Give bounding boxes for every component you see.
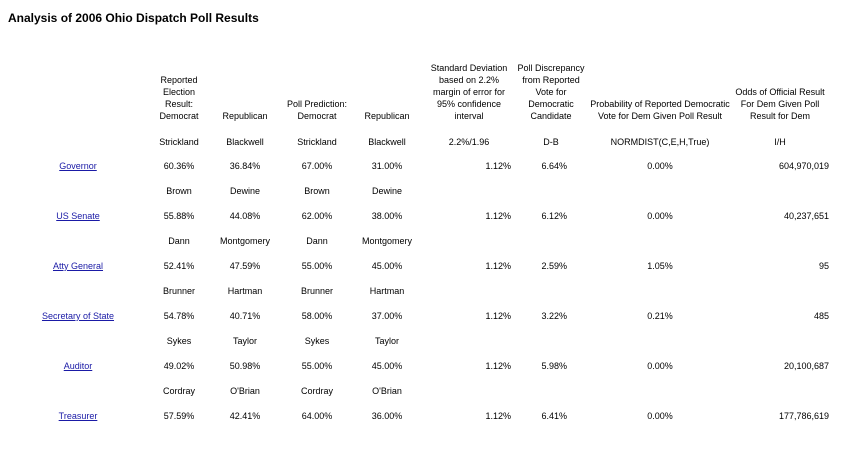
- candidate-name-cell: Cordray: [162, 386, 195, 396]
- candidate-name-cell: O'Brian: [230, 386, 260, 396]
- candidate-name-cell: Brown: [166, 186, 192, 196]
- office-link[interactable]: Secretary of State: [41, 311, 115, 321]
- candidate-name-cell: Dann: [306, 236, 328, 246]
- discrepancy-cell: 6.64%: [541, 161, 567, 171]
- reported-rep-cell: 50.98%: [229, 361, 261, 371]
- reported-rep-cell: 44.08%: [229, 211, 261, 221]
- std-dev-cell: 1.12%: [485, 211, 511, 221]
- poll-rep-cell: 36.00%: [371, 411, 403, 421]
- reported-dem-cell: 54.78%: [163, 311, 195, 321]
- reported-dem-cell: 49.02%: [163, 361, 195, 371]
- poll-rep-cell: 37.00%: [371, 311, 403, 321]
- reported-rep-cell: 40.71%: [229, 311, 261, 321]
- poll-dem-cell: 58.00%: [301, 311, 333, 321]
- candidate-name-cell: Montgomery: [219, 236, 271, 246]
- reported-dem-cell: 60.36%: [163, 161, 195, 171]
- std-dev-cell: 1.12%: [485, 261, 511, 271]
- std-dev-cell: 1.12%: [485, 161, 511, 171]
- poll-rep-cell: 38.00%: [371, 211, 403, 221]
- reported-dem-cell: 55.88%: [163, 211, 195, 221]
- odds-cell: 95: [818, 261, 829, 271]
- discrepancy-cell: 2.59%: [541, 261, 567, 271]
- formula-cell: Strickland: [297, 137, 337, 147]
- page-title: Analysis of 2006 Ohio Dispatch Poll Results: [8, 11, 259, 25]
- formula-cell: Strickland: [159, 137, 199, 147]
- odds-cell: 40,237,651: [783, 211, 829, 221]
- candidate-name-cell: Montgomery: [361, 236, 413, 246]
- candidate-name-cell: Hartman: [369, 286, 405, 296]
- candidate-name-cell: O'Brian: [372, 386, 402, 396]
- reported-rep-cell: 36.84%: [229, 161, 261, 171]
- formula-cell: NORMDIST(C,E,H,True): [610, 137, 710, 147]
- formula-cell: 2.2%/1.96: [448, 137, 490, 147]
- candidate-name-cell: Dewine: [229, 186, 260, 196]
- candidate-name-cell: Dann: [168, 236, 190, 246]
- discrepancy-cell: 3.22%: [541, 311, 567, 321]
- poll-dem-cell: 55.00%: [301, 261, 333, 271]
- candidate-name-cell: Cordray: [300, 386, 333, 396]
- reported-rep-cell: 42.41%: [229, 411, 261, 421]
- candidate-name-cell: Taylor: [374, 336, 399, 346]
- discrepancy-cell: 6.12%: [541, 211, 567, 221]
- discrepancy-cell: 6.41%: [541, 411, 567, 421]
- std-dev-cell: 1.12%: [485, 411, 511, 421]
- header-poll-dem: Poll Prediction: Democrat: [286, 99, 348, 121]
- odds-cell: 485: [813, 311, 829, 321]
- header-reported-dem: Reported Election Result: Democrat: [159, 75, 199, 121]
- probability-cell: 0.00%: [647, 211, 673, 221]
- header-probability: Probability of Reported Democratic Vote for Dem Given Poll Result: [590, 99, 730, 121]
- formula-cell: Blackwell: [226, 137, 264, 147]
- reported-rep-cell: 47.59%: [229, 261, 261, 271]
- probability-cell: 0.00%: [647, 161, 673, 171]
- candidate-name-cell: Brown: [304, 186, 330, 196]
- reported-dem-cell: 57.59%: [163, 411, 195, 421]
- candidate-name-cell: Hartman: [227, 286, 263, 296]
- probability-cell: 0.00%: [647, 411, 673, 421]
- odds-cell: 177,786,619: [778, 411, 829, 421]
- candidate-name-cell: Brunner: [162, 286, 196, 296]
- std-dev-cell: 1.12%: [485, 361, 511, 371]
- office-link[interactable]: Atty General: [52, 261, 104, 271]
- header-poll-discrepancy: Poll Discrepancy from Reported Vote for Democratic Candidate: [517, 63, 585, 121]
- reported-dem-cell: 52.41%: [163, 261, 195, 271]
- candidate-name-cell: Sykes: [304, 336, 330, 346]
- header-odds: Odds of Official Result For Dem Given Poll Result for Dem: [735, 87, 825, 121]
- formula-cell: D-B: [543, 137, 559, 147]
- candidate-name-cell: Dewine: [371, 186, 402, 196]
- odds-cell: 20,100,687: [783, 361, 829, 371]
- candidate-name-cell: Brunner: [300, 286, 334, 296]
- formula-cell: Blackwell: [368, 137, 406, 147]
- office-link[interactable]: Governor: [59, 161, 97, 171]
- header-reported-rep: Republican: [222, 111, 268, 121]
- candidate-name-cell: Sykes: [166, 336, 192, 346]
- discrepancy-cell: 5.98%: [541, 361, 567, 371]
- odds-cell: 604,970,019: [778, 161, 829, 171]
- poll-dem-cell: 62.00%: [301, 211, 333, 221]
- header-poll-rep: Republican: [364, 111, 410, 121]
- probability-cell: 1.05%: [647, 261, 673, 271]
- poll-dem-cell: 55.00%: [301, 361, 333, 371]
- office-link[interactable]: US Senate: [56, 211, 100, 221]
- office-link[interactable]: Auditor: [63, 361, 93, 371]
- probability-cell: 0.21%: [647, 311, 673, 321]
- probability-cell: 0.00%: [647, 361, 673, 371]
- poll-rep-cell: 45.00%: [371, 361, 403, 371]
- office-link[interactable]: Treasurer: [58, 411, 98, 421]
- poll-dem-cell: 64.00%: [301, 411, 333, 421]
- header-std-dev: Standard Deviation based on 2.2% margin of error for 95% confidence interval: [430, 63, 508, 121]
- std-dev-cell: 1.12%: [485, 311, 511, 321]
- poll-rep-cell: 45.00%: [371, 261, 403, 271]
- poll-dem-cell: 67.00%: [301, 161, 333, 171]
- poll-rep-cell: 31.00%: [371, 161, 403, 171]
- formula-cell: I/H: [774, 137, 786, 147]
- candidate-name-cell: Taylor: [232, 336, 257, 346]
